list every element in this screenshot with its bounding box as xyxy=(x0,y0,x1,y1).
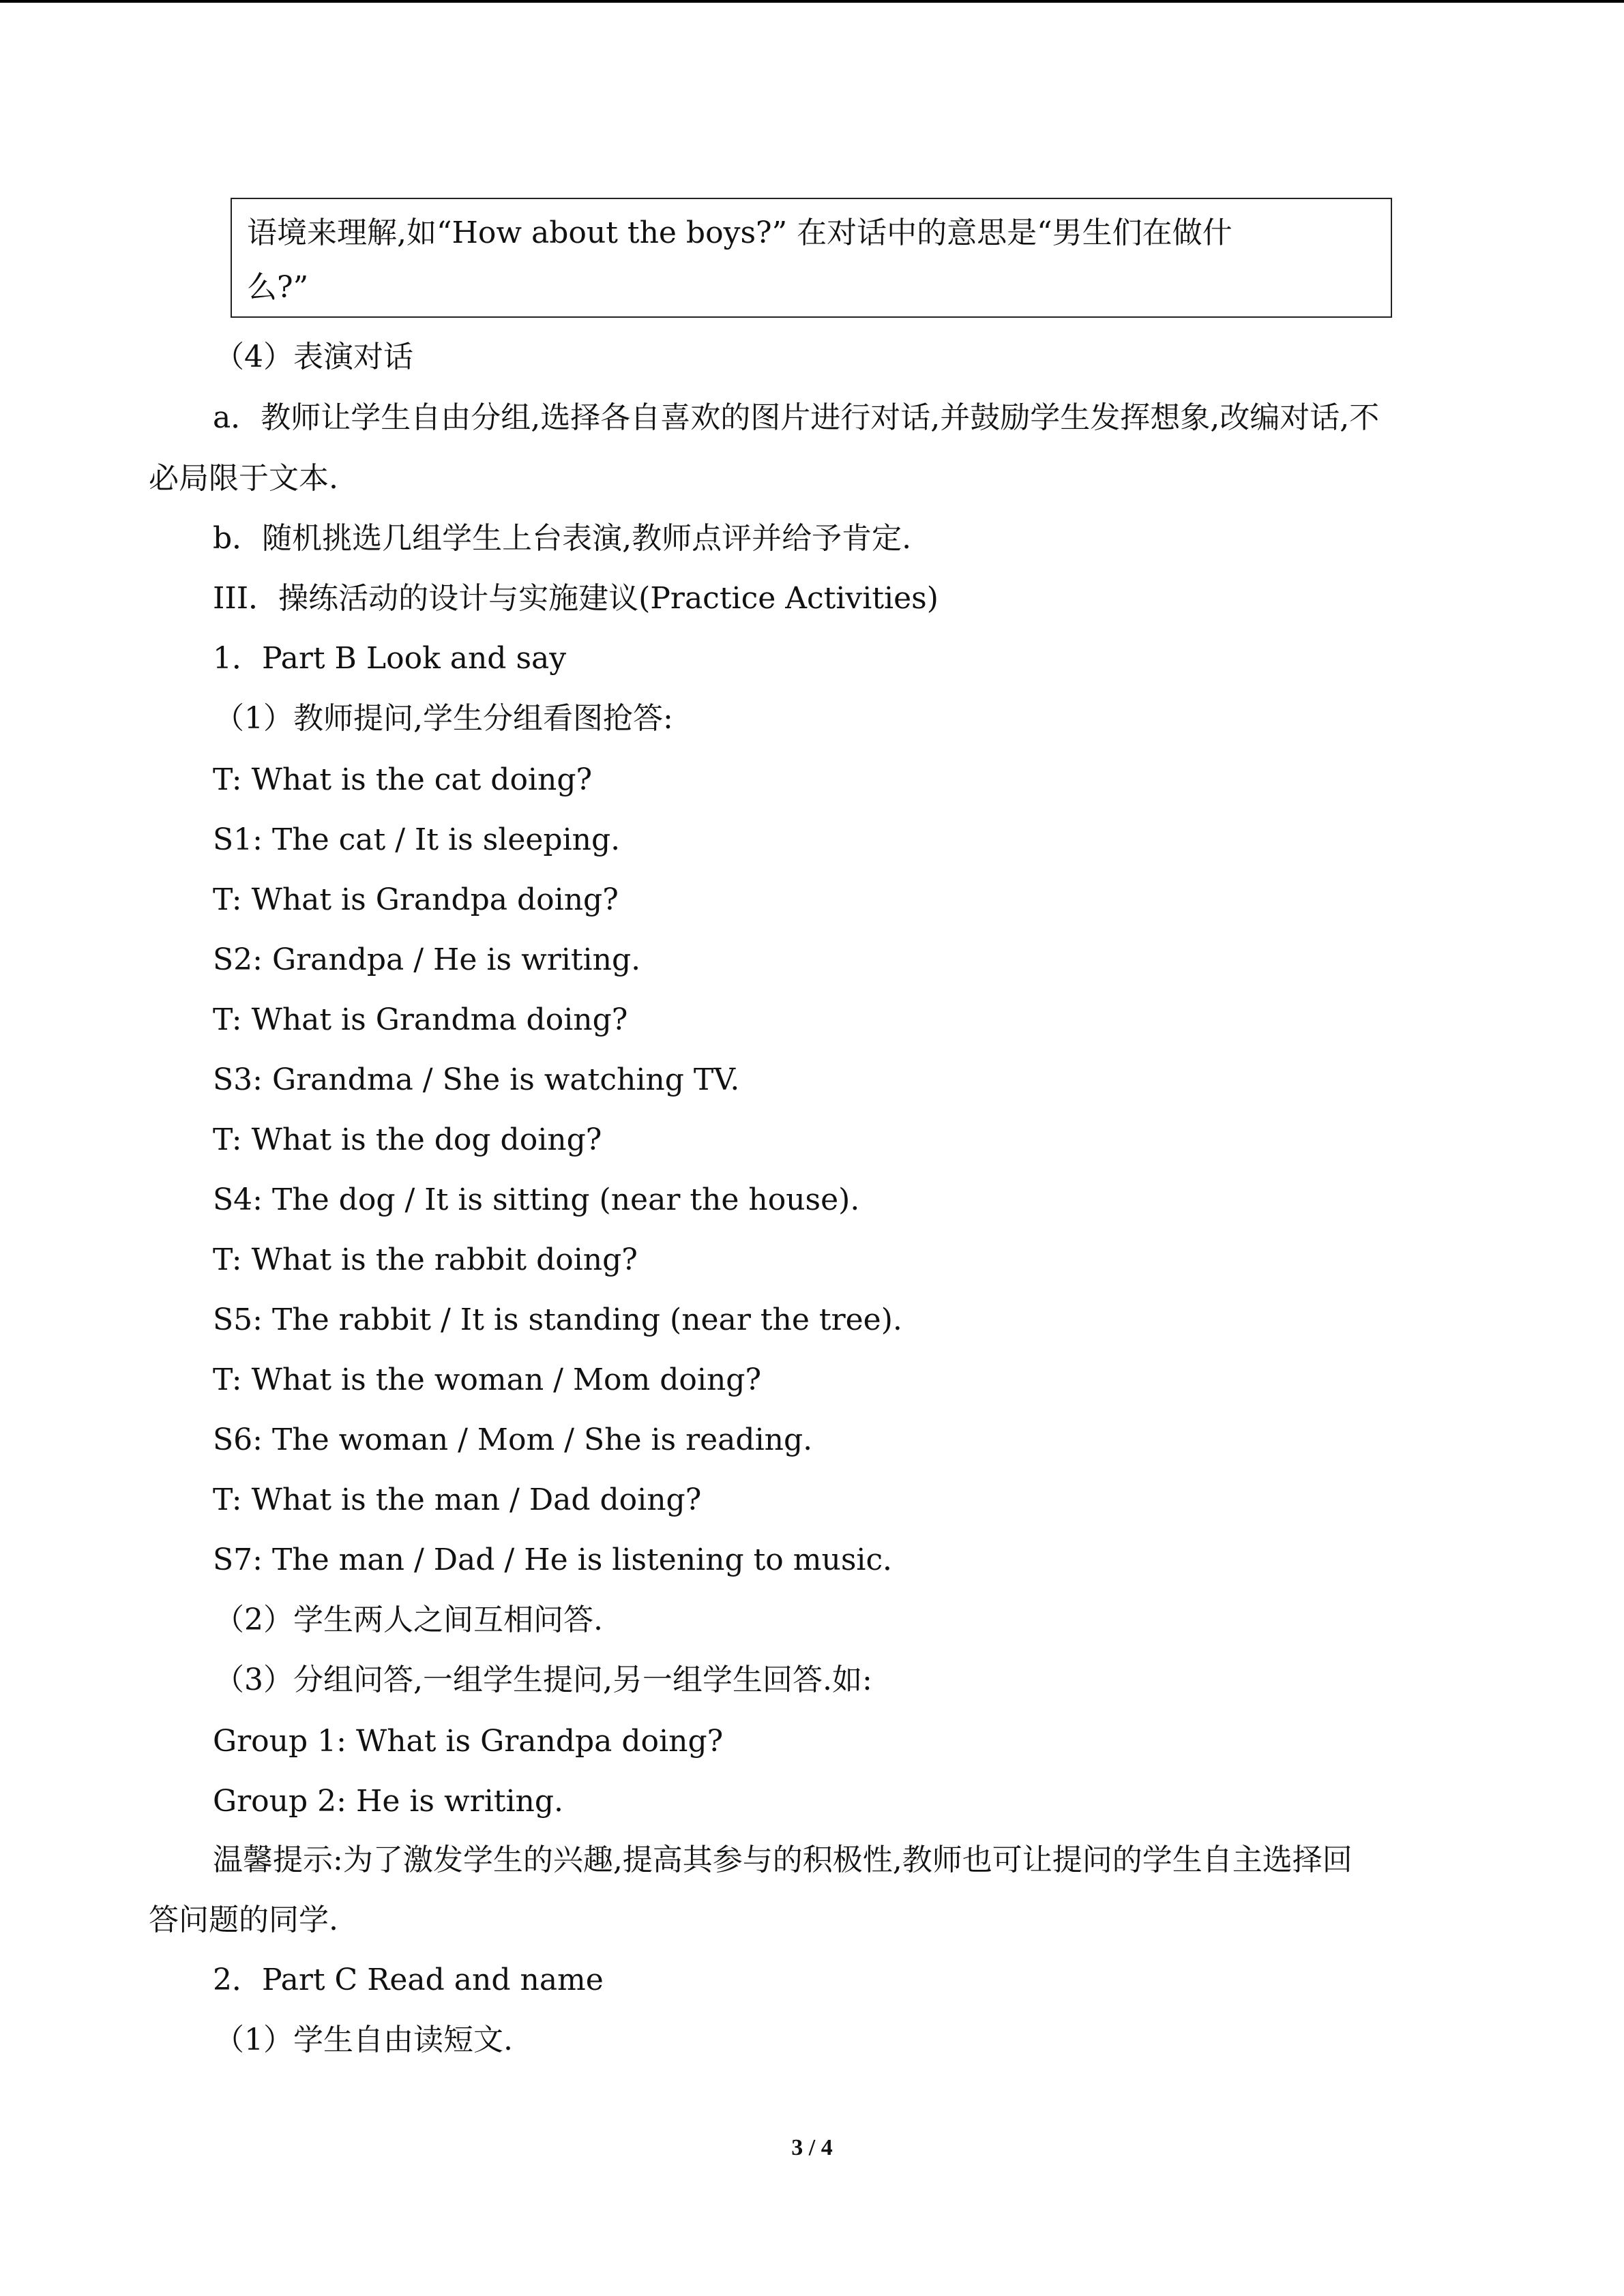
text-line: S4: The dog / It is sitting (near the house). xyxy=(213,1182,860,1217)
text-line: T: What is the rabbit doing? xyxy=(213,1242,638,1277)
text-line: 温馨提示:为了激发学生的兴趣,提高其参与的积极性,教师也可让提问的学生自主选择回 xyxy=(213,1843,1353,1877)
text-line: S7: The man / Dad / He is listening to music． xyxy=(213,1542,913,1577)
text-line: （1）教师提问,学生分组看图抢答: xyxy=(214,701,673,736)
text-line: 必局限于文本. xyxy=(149,461,338,496)
text-line: Group 2: He is writing. xyxy=(213,1784,564,1819)
top-border-rule xyxy=(0,0,1624,3)
text-line: 答问题的同学. xyxy=(149,1903,338,1937)
text-line: T: What is the man / Dad doing? xyxy=(213,1482,702,1517)
text-line: T: What is the dog doing? xyxy=(213,1122,602,1157)
text-line: III．操练活动的设计与实施建议(Practice Activities) xyxy=(213,581,939,616)
text-line: 1．Part B Look and say xyxy=(213,641,567,676)
text-line: S5: The rabbit / It is standing (near the tree). xyxy=(213,1302,902,1337)
text-line: 2．Part C Read and name xyxy=(213,1963,604,1997)
text-line: （1）学生自由读短文. xyxy=(214,2023,513,2057)
boxed-note-line-1: 语境来理解,如“How about the boys?” 在对话中的意思是“男生们在做什 xyxy=(247,215,1232,250)
text-line: （2）学生两人之间互相问答. xyxy=(214,1602,603,1637)
boxed-note xyxy=(231,198,1392,318)
text-line: T: What is the cat doing? xyxy=(213,762,593,797)
text-line: S3: Grandma / She is watching TV. xyxy=(213,1062,740,1097)
text-line: S6: The woman / Mom / She is reading. xyxy=(213,1422,813,1457)
text-line: Group 1: What is Grandpa doing? xyxy=(213,1724,724,1759)
text-line: T: What is the woman / Mom doing? xyxy=(213,1362,762,1397)
text-line: S1: The cat / It is sleeping. xyxy=(213,822,621,857)
page-number: 3 / 4 xyxy=(791,2135,833,2160)
text-line: T: What is Grandma doing? xyxy=(213,1002,628,1037)
text-line: a．教师让学生自由分组,选择各自喜欢的图片进行对话,并鼓励学生发挥想象,改编对话,不 xyxy=(213,400,1380,435)
text-line: （3）分组问答,一组学生提问,另一组学生回答.如: xyxy=(214,1663,872,1697)
text-line: T: What is Grandpa doing? xyxy=(213,882,619,917)
text-line: b．随机挑选几组学生上台表演,教师点评并给予肯定. xyxy=(213,521,912,556)
text-line: S2: Grandpa / He is writing. xyxy=(213,942,641,977)
text-line: （4）表演对话 xyxy=(214,340,413,374)
boxed-note-line-2: 么?” xyxy=(247,270,309,305)
